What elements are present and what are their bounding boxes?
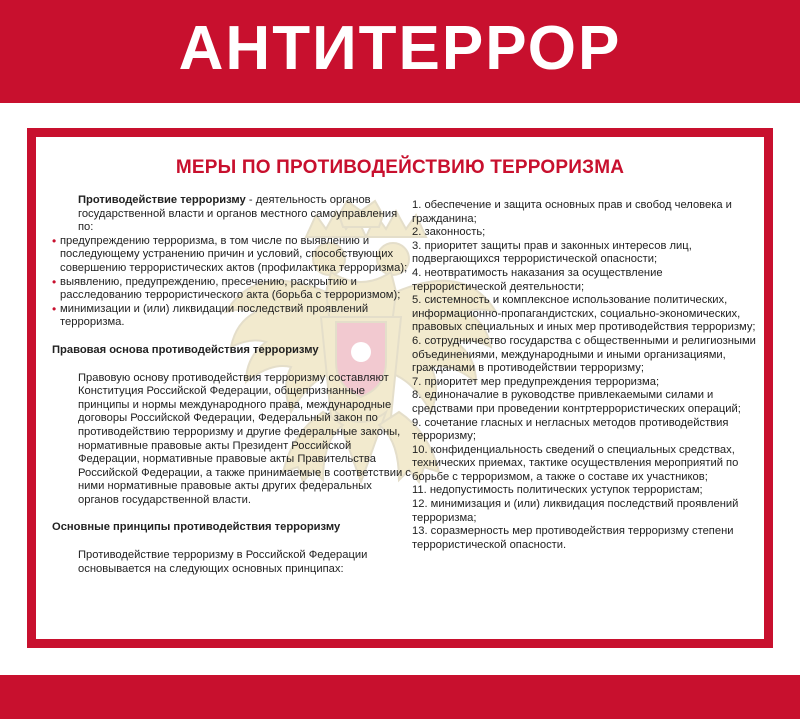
bullet-text: минимизации и (или) ликвидации последствий проявлений терроризма. [60,302,369,329]
list-item: 2. законность; [412,226,486,239]
list-item: 6. сотрудничество государства с общественными и религиозными объединениями, международными и иными организациями, гражданами в противодействии терроризму; [412,334,756,375]
bullet-item [52,303,412,330]
legal-basis-heading: Правовая основа противодействия терроризму [52,343,319,356]
legal-basis-paragraph: Правовую основу противодействия терроризму составляют Конституция Российской Федерации, общепризнанные принципы и нормы международного права, международные договоры Российской Федерации, Федеральный закон по противодействию терроризму и другие федеральные законы, нормативные правовые акты Президент Российской Федерации, нормативные правовые акты Правительства Российской Федерации, а также принимаемые в соответствии с ними нормативные правовые акты других федеральных органов государственной власти. [78,371,411,506]
header-band [0,0,800,103]
list-item: 10. конфиденциальность сведений о специальных средствах, технических приемах, тактике осуществления мероприятий по борьбе с терроризмом, а также о составе их участников; [412,443,739,483]
list-item: 11. недопустимость политических уступок террористам; [412,484,703,497]
intro-paragraph [52,194,412,235]
bullet-dot-icon: • [52,233,57,248]
list-item: 4. неотвратимость наказания за осуществление террористической деятельности; [412,266,663,293]
principles-intro-paragraph: Противодействие терроризму в Российской Федерации основывается на следующих основных принципах: [78,549,368,575]
list-item: 7. приоритет мер предупреждения терроризма; [412,375,660,388]
bullet-item [52,235,412,276]
left-column [52,194,412,576]
list-item: 5. системность и комплексное использование политических, информационно-пропагандистских, социально-экономических, правовых специальных и иных мер противодействия терроризму; [412,294,756,334]
list-item: 13. соразмерность мер противодействия терроризму степени террористической опасности. [412,525,734,551]
content-frame [27,128,773,648]
list-item: 1. обеспечение и защита основных прав и свобод человека и гражданина; [412,199,732,225]
list-item: 12. минимизация и (или) ликвидация последствий проявлений терроризма; [412,498,739,524]
bullet-dot-icon: • [52,301,57,316]
bullet-dot-icon: • [52,274,57,289]
intro-text: - деятельность органов государственной власти и органов местного самоуправления по: [78,194,398,234]
principles-list [412,199,757,552]
bullet-item [52,276,412,303]
section-subtitle: МЕРЫ ПО ПРОТИВОДЕЙСТВИЮ ТЕРРОРИЗМА [175,157,625,178]
principles-heading: Основные принципы противодействия терроризму [52,521,341,534]
list-item: 3. приоритет защиты прав и законных интересов лиц, подвергающихся террористической опасности; [412,239,692,266]
list-item: 8. единоначалие в руководстве привлекаемыми силами и средствами при проведении контртеррористических операций; [412,389,741,415]
intro-term: Противодействие терроризму [78,194,246,206]
content-panel [36,137,764,639]
poster-title: АНТИТЕРРОР [178,13,622,83]
footer-band [0,675,800,719]
list-item: 9. сочетание гласных и негласных методов противодействия терроризму; [412,416,729,443]
bullet-text: выявлению, предупреждению, пресечению, раскрытию и расследованию террористического акта (борьба с терроризмом); [60,275,401,302]
bullet-text: предупреждению терроризма, в том числе по выявлению и последующему устранению причин и условий, способствующих совершению террористических актов (профилактика терроризма); [60,234,408,274]
